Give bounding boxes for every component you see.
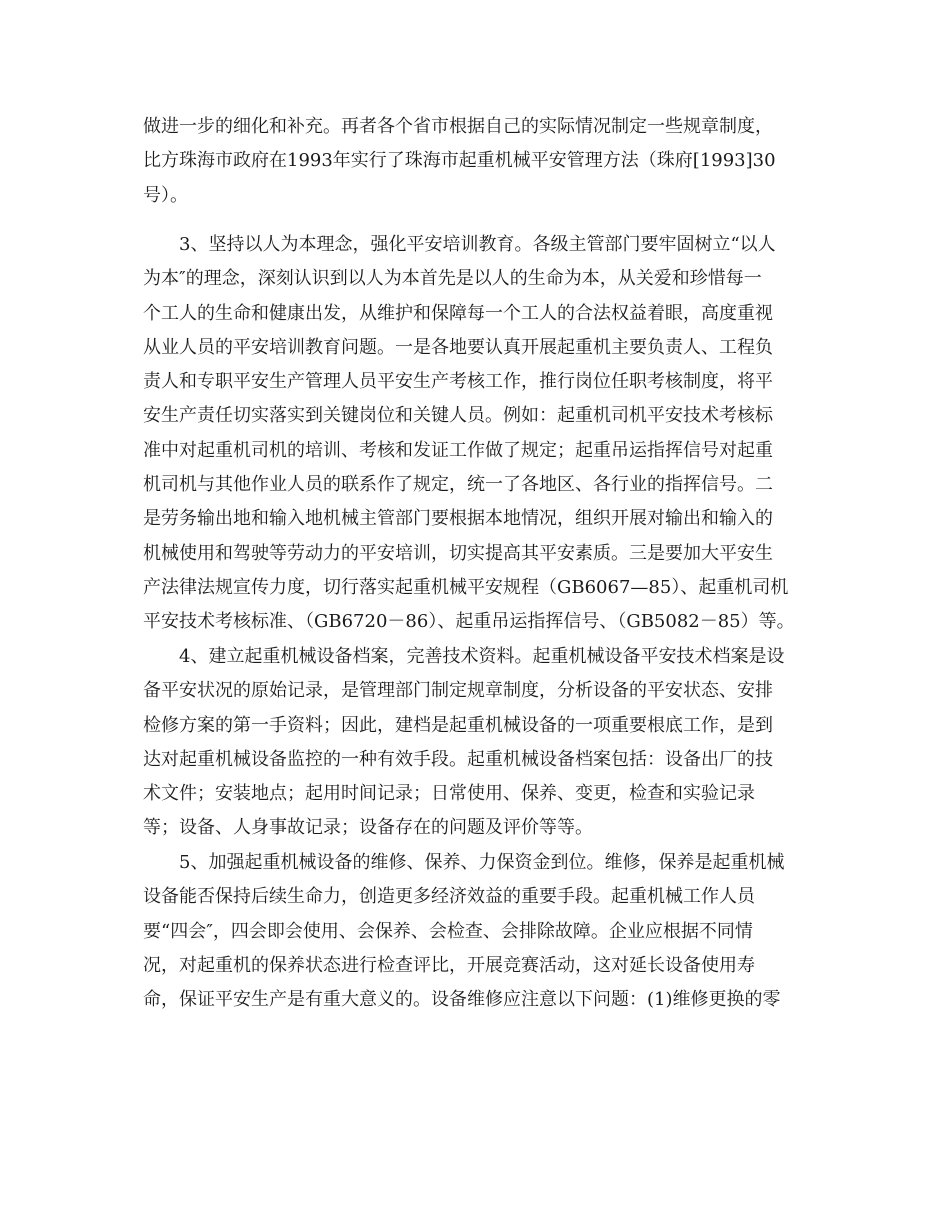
para3-line-8: 机司机与其他作业人员的联系作了规定，统一了各地区、各行业的指挥信号。二: [143, 474, 773, 496]
intro-line-3: 号）。: [143, 184, 188, 206]
para3-line-5: 责人和专职平安生产管理人员平安生产考核工作，推行岗位任职考核制度，将平: [143, 371, 773, 393]
para5-line-5: 命，保证平安生产是有重大意义的。设备维修应注意以下问题：(1)维修更换的零: [143, 989, 781, 1011]
paragraph-3: [143, 228, 813, 640]
intro-line-1: 做进一步的细化和补充。再者各个省市根据自己的实际情况制定一些规章制度，: [143, 116, 773, 137]
para3-line-1: 3、坚持以人为本理念，强化平安培训教育。各级主管部门要牢固树立“以人: [179, 234, 776, 255]
para3-line-6: 安生产责任切实落实到关键岗位和关键人员。例如：起重机司机平安技术考核标: [143, 405, 773, 427]
para3-line-4: 从业人员的平安培训教育问题。一是各地要认真开展起重机主要负责人、工程负: [143, 336, 773, 358]
paragraph-4: [143, 640, 813, 846]
para5-line-1: 5、加强起重机械设备的维修、保养、力保资金到位。维修，保养是起重机械: [179, 852, 785, 873]
intro-paragraph: [143, 110, 813, 213]
para4-line-3: 检修方案的第一手资料；因此，建档是起重机械设备的一项重要根底工作，是到: [143, 714, 773, 736]
para4-line-5: 术文件；安装地点；起用时间记录；日常使用、保养、变更，检查和实验记录: [143, 783, 755, 805]
para4-line-6: 等；设备、人身事故记录；设备存在的问题及评价等等。: [143, 817, 593, 839]
para4-line-1: 4、建立起重机械设备档案，完善技术资料。起重机械设备平安技术档案是设: [179, 646, 785, 667]
para5-line-4: 况，对起重机的保养状态进行检查评比，开展竞赛活动，这对延长设备使用寿: [143, 954, 755, 976]
paragraph-5: [143, 846, 813, 1017]
para3-line-10: 机械使用和驾驶等劳动力的平安培训，切实提高其平安素质。三是要加大平安生: [143, 542, 773, 564]
para4-line-2: 备平安状况的原始记录，是管理部门制定规章制度，分析设备的平安状态、安排: [143, 680, 773, 702]
para4-line-4: 达对起重机械设备监控的一种有效手段。起重机械设备档案包括：设备出厂的技: [143, 748, 773, 770]
para3-line-11: 产法律法规宣传力度，切行落实起重机械平安规程（GB6067—85）、起重机司机: [143, 576, 789, 598]
para3-line-9: 是劳务输出地和输入地机械主管部门要根据本地情况，组织开展对输出和输入的: [143, 508, 773, 530]
para5-line-2: 设备能否保持后续生命力，创造更多经济效益的重要手段。起重机械工作人员: [143, 886, 755, 908]
para3-line-2: 为本″的理念，深刻认识到以人为本首先是以人的生命为本，从关爱和珍惜每一: [143, 268, 762, 290]
para3-line-7: 准中对起重机司机的培训、考核和发证工作做了规定；起重吊运指挥信号对起重: [143, 439, 773, 461]
para3-line-3: 个工人的生命和健康出发，从维护和保障每一个工人的合法权益着眼，高度重视: [143, 302, 773, 324]
intro-line-2: 比方珠海市政府在1993年实行了珠海市起重机械平安管理方法（珠府[1993]30: [143, 150, 776, 172]
para3-line-12: 平安技术考核标准、（GB6720－86）、起重吊运指挥信号、（GB5082－85）等。: [143, 611, 795, 633]
para5-line-3: 要“四会″，四会即会使用、会保养、会检查、会排除故障。企业应根据不同情: [143, 920, 753, 942]
